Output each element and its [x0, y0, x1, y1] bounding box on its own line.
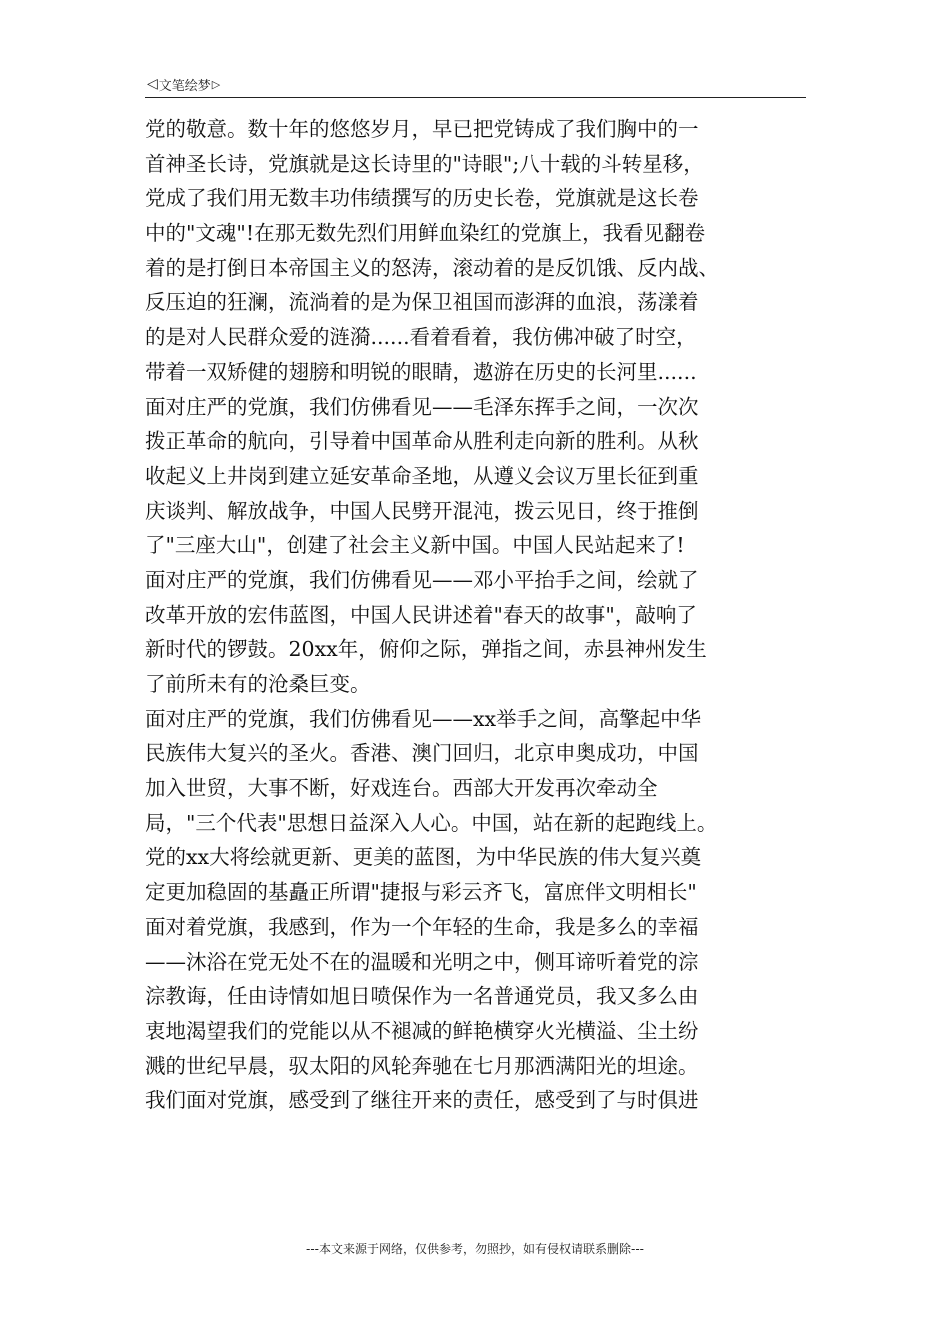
text-line: 面对着党旗，我感到，作为一个年轻的生命，我是多么的幸福	[145, 914, 699, 939]
text-line: 收起义上井岗到建立延安革命圣地，从遵义会议万里长征到重	[145, 463, 699, 488]
text-line: 溅的世纪早晨，驭太阳的风轮奔驰在七月那洒满阳光的坦途。	[145, 1053, 699, 1078]
text-line: 淙教诲，任由诗情如旭日喷保作为一名普通党员，我又多么由	[145, 984, 699, 1009]
text-line: 改革开放的宏伟蓝图，中国人民讲述着"春天的故事"，敲响了	[145, 602, 697, 627]
text-line: 党的xx大将绘就更新、更美的蓝图，为中华民族的伟大复兴奠	[145, 845, 702, 870]
header-divider	[145, 97, 806, 98]
text-line: 带着一双矫健的翅膀和明锐的眼睛，遨游在历史的长河里......	[145, 359, 697, 384]
left-triangle-icon: ◁	[147, 76, 158, 92]
page-header	[147, 72, 220, 96]
text-line: 局，"三个代表"思想日益深入人心。中国，站在新的起跑线上。	[145, 810, 718, 835]
text-line: 拨正革命的航向，引导着中国革命从胜利走向新的胜利。从秋	[145, 429, 699, 454]
text-line: 着的是打倒日本帝国主义的怒涛，滚动着的是反饥饿、反内战、	[145, 255, 719, 280]
text-line: 党成了我们用无数丰功伟绩撰写的历史长卷，党旗就是这长卷	[145, 186, 699, 211]
text-line: 民族伟大复兴的圣火。香港、澳门回归，北京申奥成功，中国	[145, 741, 699, 766]
right-triangle-icon: ▷	[211, 77, 221, 91]
text-line: 我们面对党旗，感受到了继往开来的责任，感受到了与时俱进	[145, 1088, 699, 1113]
text-line: 衷地渴望我们的党能以从不褪减的鲜艳横穿火光横溢、尘土纷	[145, 1018, 699, 1043]
page-footer: ---本文来源于网络，仅供参考，勿照抄，如有侵权请联系删除---	[306, 1242, 644, 1256]
header-title: 文笔绘梦	[158, 78, 211, 94]
text-line: 加入世贸，大事不断，好戏连台。西部大开发再次牵动全	[145, 776, 658, 801]
text-line: ——沐浴在党无处不在的温暖和光明之中，侧耳谛听着党的淙	[145, 949, 699, 974]
text-line: 了"三座大山"，创建了社会主义新中国。中国人民站起来了!	[145, 533, 685, 558]
text-line: 了前所未有的沧桑巨变。	[145, 672, 371, 696]
text-line: 的是对人民群众爱的涟漪......看着看着，我仿佛冲破了时空，	[145, 325, 697, 350]
text-line: 新时代的锣鼓。20xx年，俯仰之际，弹指之间，赤县神州发生	[145, 637, 707, 662]
text-line: 庆谈判、解放战争，中国人民劈开混沌，拨云见日，终于推倒	[145, 498, 699, 523]
text-line: 反压迫的狂澜，流淌着的是为保卫祖国而澎湃的血浪，荡漾着	[145, 290, 699, 315]
text-line: 中的"文魂"!在那无数先烈们用鲜血染红的党旗上，我看见翻卷	[145, 221, 706, 246]
body-text	[145, 112, 810, 1118]
text-line: 党的敬意。数十年的悠悠岁月，早已把党铸成了我们胸中的一	[145, 117, 699, 141]
text-line: 面对庄严的党旗，我们仿佛看见——邓小平抬手之间，绘就了	[145, 567, 699, 592]
text-line: 面对庄严的党旗，我们仿佛看见——xx举手之间，高擎起中华	[145, 706, 702, 731]
text-line: 首神圣长诗，党旗就是这长诗里的"诗眼";八十载的斗转星移，	[145, 151, 704, 176]
text-line: 定更加稳固的基矗正所谓"捷报与彩云齐飞，富庶伴文明相长"	[145, 880, 697, 905]
text-line: 面对庄严的党旗，我们仿佛看见——毛泽东挥手之间，一次次	[145, 394, 699, 419]
